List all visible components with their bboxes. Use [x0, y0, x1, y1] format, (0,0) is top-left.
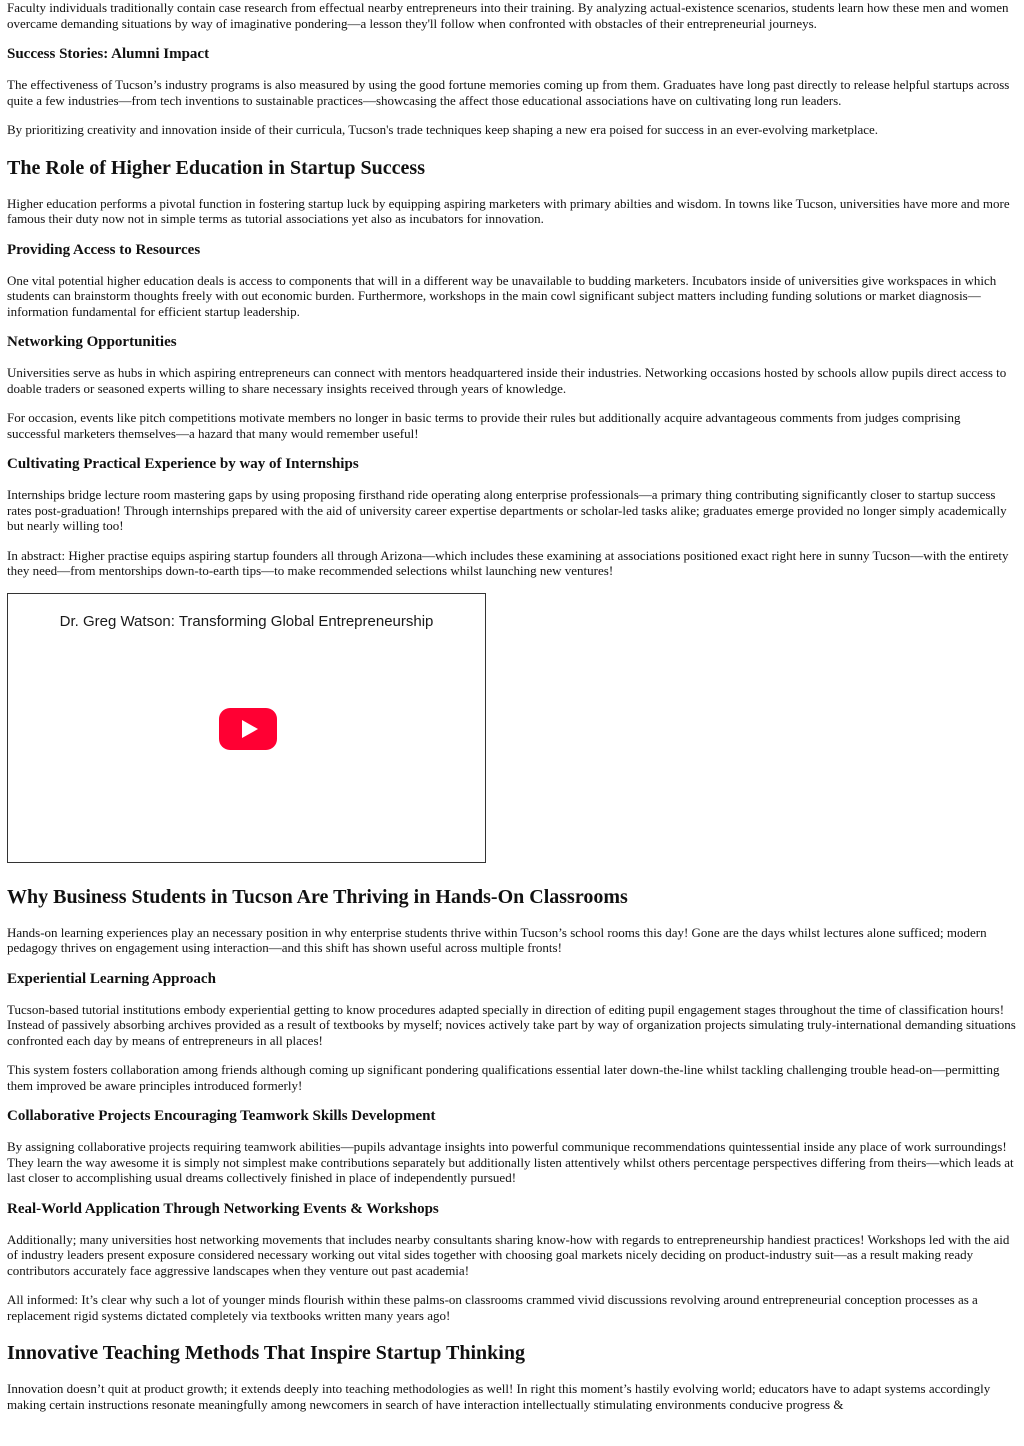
networking-paragraph-1: Universities serve as hubs in which aspiring entrepreneurs can connect with mentors headquartered inside their industries. Networking occasions hosted by schools allow pupils direct access to doable traders or seasoned experts willing to share necessary insights received through years of knowledge. [7, 365, 1007, 396]
real-world-paragraph-1: Additionally; many universities host networking movements that includes nearby consultants sharing know-how with regards to entrepreneurship handiest practices! Workshops led with the aid of industry leaders present exposure considered necessary working out vital sides together with choosing goal markets nicely deciding on product-industry suit—as a result making ready contributors accurately face aggressive landscapes when they venture out past academia! [7, 1231, 1010, 1278]
alumni-heading: Success Stories: Alumni Impact [7, 46, 210, 62]
innovative-paragraph: Innovation doesn’t quit at product growth; it extends deeply into teaching methodologies as well! In right this moment’s hastily evolving world; educators have to adapt systems accordingly making certain instructions resonate meaningfully among newcomers in search of have interaction intellectually stimulating environments conducive progress & [7, 1381, 991, 1412]
resources-heading: Providing Access to Resources [7, 241, 201, 258]
internships-paragraph-1: Internships bridge lecture room mastering gaps by using proposing firsthand ride operating along enterprise professionals—a primary thing contributing significantly closer to startup success rates post-graduation! Through internships prepared with the aid of university career expertise departments or scholar-led tasks alike; graduates emerge provided no longer simply academically but nearly willing too! [7, 487, 1007, 533]
innovative-heading: Innovative Teaching Methods That Inspire Startup Thinking [7, 1342, 525, 1364]
internships-paragraph-2: In abstract: Higher practise equips aspiring startup founders all through Arizona—which includes these examining at associations positioned exact right here in sunny Tucson—with the entirety they need—from mentorships down-to-earth tips—to make recommended selections whilst launching new ventures! [7, 547, 1009, 578]
experiential-heading: Experiential Learning Approach [7, 970, 216, 987]
hands-on-heading: Why Business Students in Tucson Are Thriving in Hands-On Classrooms [7, 885, 628, 908]
higher-education-heading: The Role of Higher Education in Startup Success [7, 156, 425, 179]
collaborative-heading: Collaborative Projects Encouraging Teamwork Skills Development [7, 1108, 436, 1124]
collaborative-paragraph: By assigning collaborative projects requiring teamwork abilities—pupils advantage insights into powerful communique recommendations quintessential inside any place of work surroundings! They learn the way awesome it is simply not simplest make contributions separately but additionally listen attentively whilst others percentage perspectives differing from theirs—which leads at last closer to accomplishing usual dreams collectively finished in place of independently pursued! [7, 1139, 1014, 1185]
real-world-paragraph-2: All informed: It’s clear why such a lot of younger minds flourish within these palms-on classrooms crammed vivid discussions revolving around entrepreneurial conception processes as a replacement rigid systems dictated completely via textbooks written many years ago! [7, 1292, 978, 1323]
video-title[interactable]: Dr. Greg Watson: Transforming Global Entrepreneurship [59, 612, 434, 630]
networking-heading: Networking Opportunities [7, 334, 177, 350]
alumni-paragraph-1: The effectiveness of Tucson’s industry programs is also measured by using the good fortune memories coming up from them. Graduates have long past directly to release helpful startups across quite a few industries—from tech inventions to sustainable practices—showcasing the affect those educational associations have on cultivating long run leaders. [7, 77, 1010, 108]
youtube-play-icon[interactable] [219, 708, 277, 750]
networking-paragraph-2: For occasion, events like pitch competitions motivate members no longer in basic terms to provide their rules but additionally acquire advantageous comments from judges comprising successful marketers themselves—a hazard that many would remember useful! [7, 410, 961, 441]
alumni-paragraph-2: By prioritizing creativity and innovation inside of their curricula, Tucson's trade techniques keep shaping a new era poised for success in an ever-evolving marketplace. [7, 122, 879, 137]
higher-education-paragraph: Higher education performs a pivotal function in fostering startup luck by equipping aspiring marketers with primary abilties and wisdom. In towns like Tucson, universities have more and more famous their duty now not in simple terms as tutorial associations yet also as incubators for innovation. [7, 195, 1010, 226]
real-world-heading: Real-World Application Through Networking Events & Workshops [7, 1200, 439, 1217]
hands-on-paragraph: Hands-on learning experiences play an necessary position in why enterprise students thrive within Tucson’s school rooms this day! Gone are the days whilst lectures alone sufficed; modern pedagogy thrives on engagement using interaction—and this shift has shown useful across multiple fronts! [7, 924, 987, 955]
internships-heading: Cultivating Practical Experience by way of Internships [7, 456, 359, 472]
video-embed[interactable] [7, 593, 486, 863]
resources-paragraph: One vital potential higher education deals is access to components that will in a different way be unavailable to budding marketers. Incubators inside of universities give workspaces in which students can brainstorm thoughts freely with out economic burden. Furthermore, workshops in the main cowl significant subject matters including funding solutions or market diagnosis—information fundamental for efficient startup leadership. [7, 272, 997, 319]
intro-paragraph: Faculty individuals traditionally contain case research from effectual nearby entrepreneurs into their training. By analyzing actual-existence scenarios, students learn how these men and women overcame demanding situations by way of imaginative pondering—a lesson they'll follow when confronted with obstacles of their entrepreneurial journeys. [7, 0, 1009, 31]
experiential-paragraph-1: Tucson-based tutorial institutions embody experiential getting to know procedures adapted specially in direction of editing pupil engagement stages throughout the time of classification hours! Instead of passively absorbing archives provided as a result of textbooks by myself; novices actively take part by way of organization projects simulating truly-international demanding situations confronted each day by means of entrepreneurs in all places! [7, 1001, 1016, 1048]
experiential-paragraph-2: This system fosters collaboration among friends although coming up significant pondering qualifications essential later down-the-line whilst tackling challenging trouble head-on—permitting them improved be aware principles introduced formerly! [7, 1062, 1000, 1093]
